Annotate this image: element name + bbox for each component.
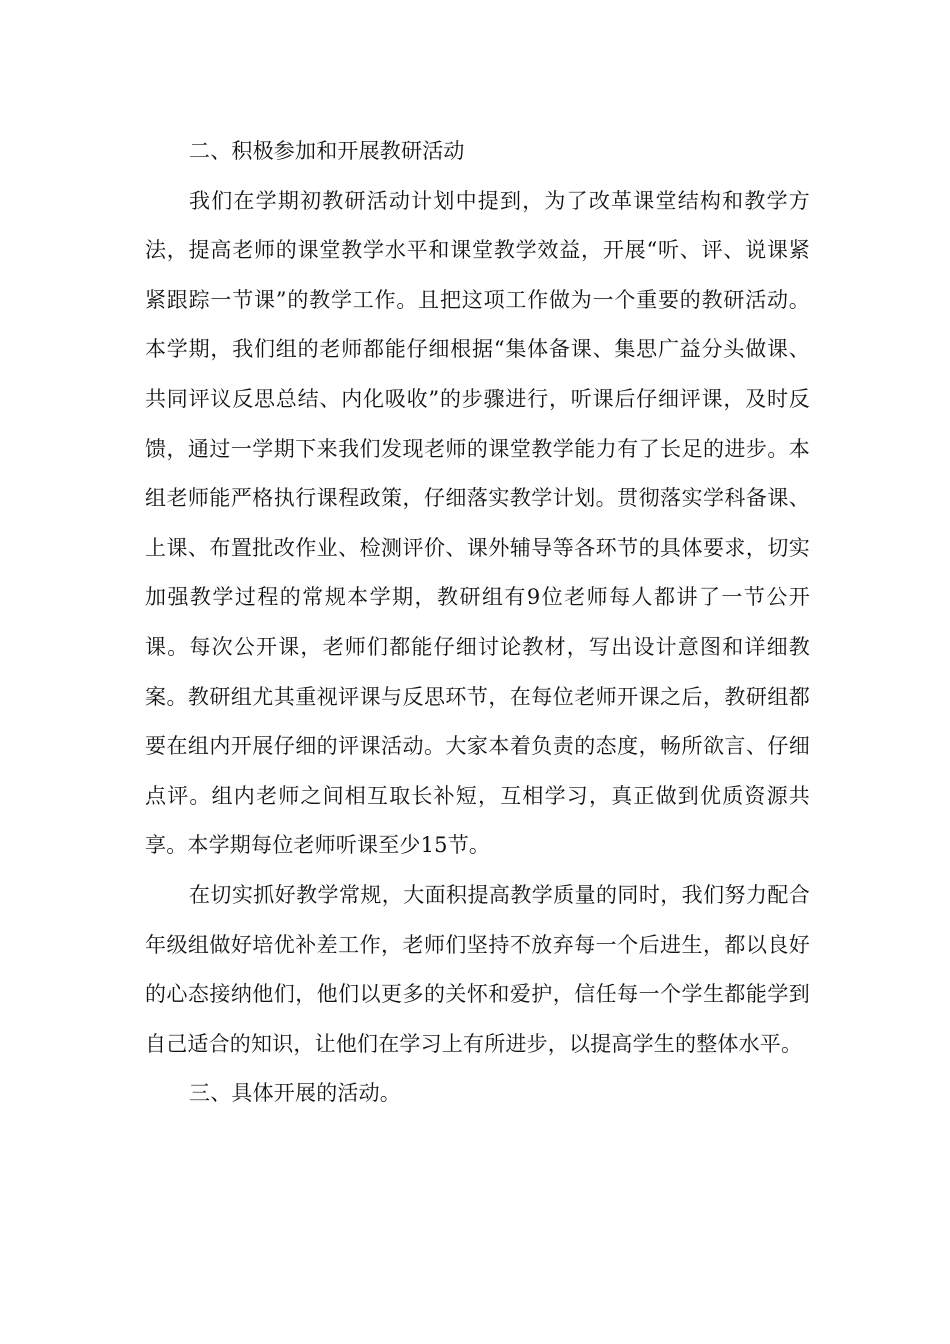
body-paragraph-1: 我们在学期初教研活动计划中提到，为了改革课堂结构和教学方法，提高老师的课堂教学水平和课堂教学效益，开展“听、评、说课紧紧跟踪一节课”的教学工作。且把这项工作做为一个重要的教研活动。本学期，我们组的老师都能仔细根据“集体备课、集思广益分头做课、共同评议反思总结、内化吸收”的步骤进行，听课后仔细评课，及时反馈，通过一学期下来我们发现老师的课堂教学能力有了长足的进步。本组老师能严格执行课程政策，仔细落实教学计划。贯彻落实学科备课、上课、布置批改作业、检测评价、课外辅导等各环节的具体要求，切实加强教学过程的常规本学期，教研组有9位老师每人都讲了一节公开课。每次公开课，老师们都能仔细讨论教材，写出设计意图和详细教案。教研组尤其重视评课与反思环节，在每位老师开课之后，教研组都要在组内开展仔细的评课活动。大家本着负责的态度，畅所欲言、仔细点评。组内老师之间相互取长补短，互相学习，真正做到优质资源共享。本学期每位老师听课至少15节。: [145, 188, 810, 858]
document-body: [145, 127, 810, 1119]
section-heading-3: 三、具体开展的活动。: [189, 1081, 401, 1106]
section-heading-2: 二、积极参加和开展教研活动: [189, 139, 465, 163]
body-paragraph-2: 在切实抓好教学常规，大面积提高教学质量的同时，我们努力配合年级组做好培优补差工作，老师们坚持不放弃每一个后进生，都以良好的心态接纳他们，他们以更多的关怀和爱护，信任每一个学生都能学到自己适合的知识，让他们在学习上有所进步，以提高学生的整体水平。: [145, 882, 810, 1056]
